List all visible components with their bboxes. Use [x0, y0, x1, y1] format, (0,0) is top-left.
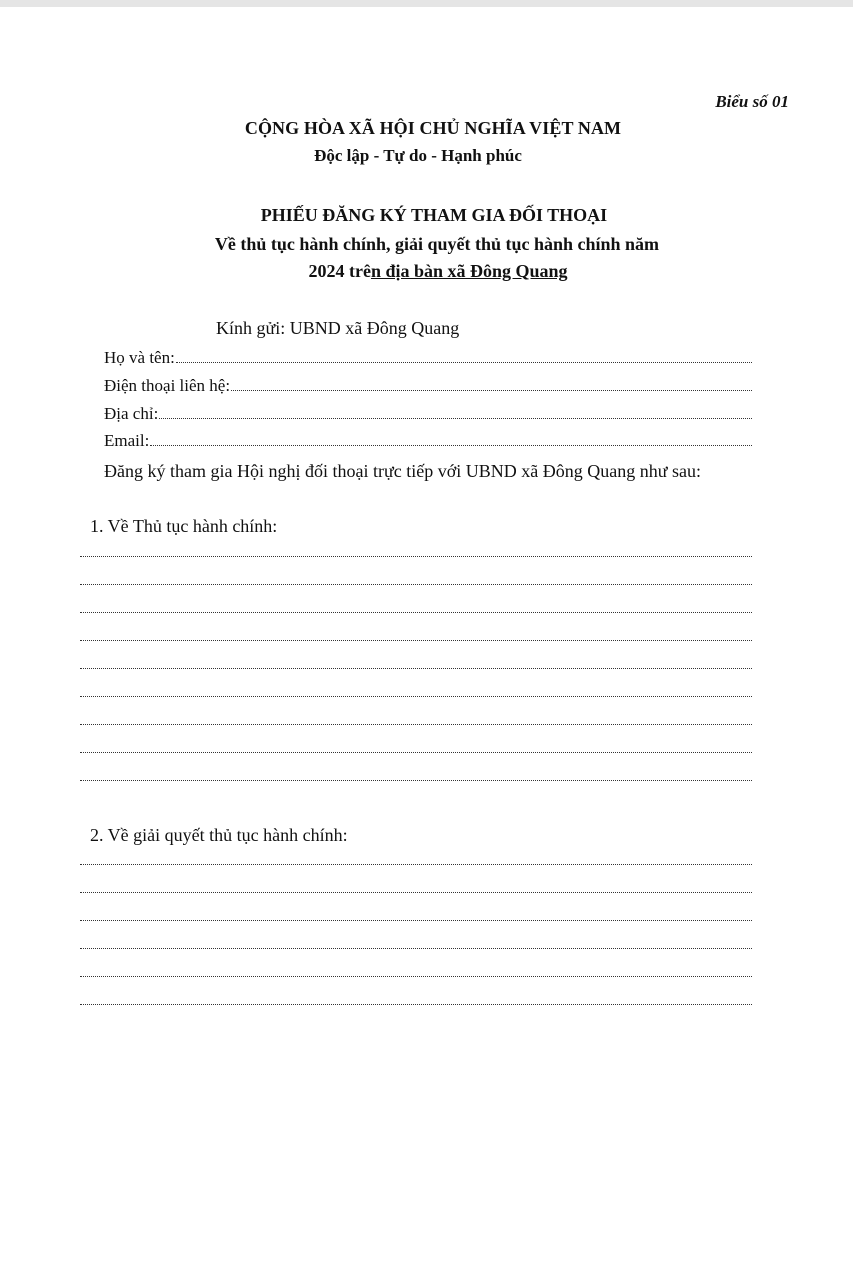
phone-field[interactable] [104, 374, 752, 398]
subtitle-prefix: 2024 trê [308, 261, 371, 281]
intro-paragraph: Đăng ký tham gia Hội nghị đối thoại trực tiếp với UBND xã Đông Quang như sau: [104, 461, 701, 481]
form-code: Biểu số 01 [715, 92, 789, 111]
subtitle-underlined: n địa bàn xã Đông Quang [370, 261, 568, 281]
email-field[interactable] [104, 429, 752, 453]
section-2-fill-line[interactable] [80, 892, 752, 893]
form-subtitle-line2 [0, 261, 853, 282]
section-1-fill-line[interactable] [80, 640, 752, 641]
section-2-fill-line[interactable] [80, 864, 752, 865]
email-fill-line[interactable] [150, 429, 752, 446]
name-label: Họ và tên: [104, 348, 175, 367]
national-title: CỘNG HÒA XÃ HỘI CHỦ NGHĨA VIỆT NAM [244, 118, 622, 138]
name-fill-line[interactable] [176, 346, 752, 363]
section-1-fill-line[interactable] [80, 780, 752, 781]
phone-fill-line[interactable] [231, 374, 752, 391]
section-2-fill-line[interactable] [80, 948, 752, 949]
section-1-fill-line[interactable] [80, 724, 752, 725]
name-field[interactable] [104, 346, 752, 370]
section-1-fill-line[interactable] [80, 612, 752, 613]
address-label: Địa chỉ: [104, 404, 159, 423]
form-subtitle-line1: Về thủ tục hành chính, giải quyết thủ tục hành chính năm [214, 234, 660, 254]
section-1-fill-line[interactable] [80, 668, 752, 669]
address-fill-line[interactable] [159, 402, 752, 419]
section-1-title: 1. Về Thủ tục hành chính: [90, 516, 278, 536]
section-1-fill-line[interactable] [80, 752, 752, 753]
section-1-fill-line[interactable] [80, 584, 752, 585]
form-title: PHIẾU ĐĂNG KÝ THAM GIA ĐỐI THOẠI [260, 205, 608, 225]
phone-label: Điện thoại liên hệ: [104, 376, 231, 395]
section-2-fill-line[interactable] [80, 920, 752, 921]
national-motto: Độc lập - Tự do - Hạnh phúc [314, 146, 522, 165]
address-field[interactable] [104, 402, 752, 426]
section-2-fill-line[interactable] [80, 976, 752, 977]
recipient-line: Kính gửi: UBND xã Đông Quang [216, 318, 460, 338]
section-2-title: 2. Về giải quyết thủ tục hành chính: [90, 825, 348, 845]
top-bar [0, 0, 853, 7]
section-2-fill-line[interactable] [80, 1004, 752, 1005]
section-1-fill-line[interactable] [80, 556, 752, 557]
email-label: Email: [104, 431, 150, 450]
section-1-fill-line[interactable] [80, 696, 752, 697]
